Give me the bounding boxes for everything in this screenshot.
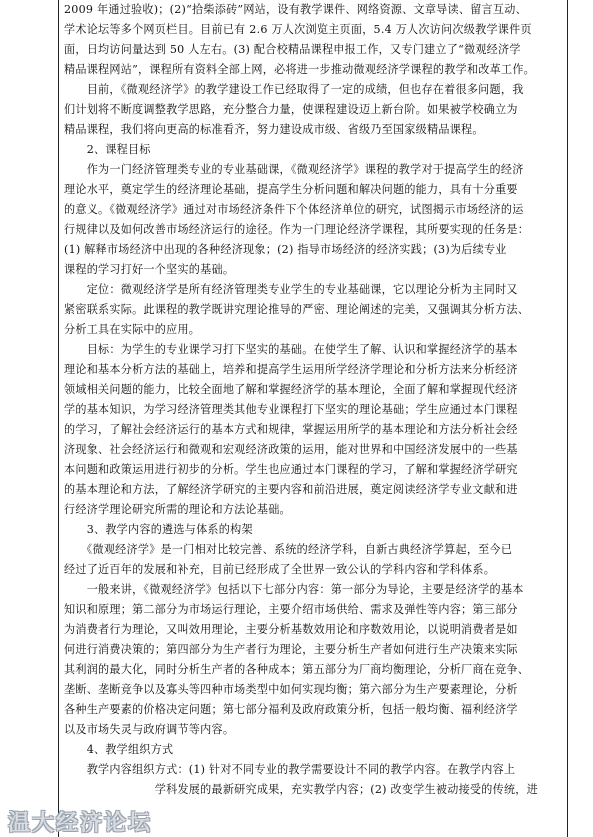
text-line: 学科发展的最新研究成果，充实教学内容；(2) 改变学生被动接受的传统，进	[64, 783, 538, 796]
text-line: 的意义。《微观经济学》通过对市场经济条件下个体经济单位的研究，试图揭示市场经济的运	[64, 203, 524, 216]
text-line: 《微观经济学》是一门相对比较完善、系统的经济学科，自新古典经济学算起，至今已	[64, 543, 513, 556]
text-line: 分析工具在实际中的应用。	[64, 323, 201, 336]
text-line: 教学内容组织方式：(1) 针对不同专业的教学需要设计不同的教学内容。在教学内容上	[64, 763, 516, 776]
text-line: 的基本理论和方法，了解经济学研究的主要内容和前沿进展，奠定阅读经济学专业文献和进	[64, 483, 518, 496]
text-line: 垄断、垄断竞争以及寡头等四种市场类型中如何实现均衡；第六部分为生产要素理论，分析	[64, 683, 518, 696]
document-body	[64, 0, 560, 800]
text-line: 精品课程网站”，课程所有资料全部上网，必将进一步推动微观经济学课程的教学和改革工作。	[64, 63, 536, 76]
text-line: 以及市场失灵与政府调节等内容。	[64, 723, 235, 736]
text-line: 为消费者行为理论，又叫效用理论，主要分析基数效用论和序数效用论，以说明消费者是如	[64, 623, 518, 636]
text-line: 学的基本知识，为学习经济管理类其他专业课程打下坚实的理论基础；学生应通过本门课程	[64, 403, 518, 416]
text-line: 领域相关问题的能力，比较全面地了解和掌握经济学的基本理论，全面了解和掌握现代经济	[64, 383, 518, 396]
text-line: 目标：为学生的专业课学习打下坚实的基础。在使学生了解、认识和掌握经济学的基本	[64, 343, 518, 356]
text-line: 4、教学组织方式	[64, 743, 174, 756]
text-line: 济现象、社会经济运行和微观和宏观经济政策的运用，能对世界和中国经济发展中的一些基	[64, 443, 518, 456]
text-line: 2009 年通过验收)；(2)“拾柴添砖”网站，设有教学课件、网络资源、文章导读、留言互动、	[64, 3, 527, 16]
text-line: 本问题和政策运用进行初步的分析。学生也应通过本门课程的学习，了解和掌握经济学研究	[64, 463, 518, 476]
text-line: 理论和基本分析方法的基础上，培养和提高学生运用所学经济学理论和分析方法来分析经济	[64, 363, 518, 376]
text-line: 理论水平，奠定学生的经济理论基础，提高学生分析问题和解决问题的能力，具有十分重要	[64, 183, 518, 196]
text-line: 经过了近百年的发展和补充，目前已经形成了全世界一致公认的学科内容和学科体系。	[64, 563, 496, 576]
text-line: 各种生产要素的价格决定问题；第七部分福利及政府政策分析，包括一般均衡、福利经济学	[64, 703, 518, 716]
text-line: 的学习，了解社会经济运行的基本方式和规律，掌握运用所学的基本理论和方法分析社会经	[64, 423, 518, 436]
text-line: 其利润的最大化，同时分析生产者的各种成本；第五部分为厂商均衡理论，分析厂商在竞争、	[64, 663, 530, 676]
text-line: 知识和原理；第二部分为市场运行理论，主要介绍市场供给、需求及弹性等内容；第三部分	[64, 603, 518, 616]
text-line: 行经济学理论研究所需的理论和方法论基础。	[64, 503, 291, 516]
text-line: 行规律以及如何改善市场经济运行的途径。作为一门理论经济学课程，其所要实现的任务是：	[64, 223, 530, 236]
text-line: 3、教学内容的遴选与体系的构架	[64, 523, 253, 536]
text-line: 精品课程，我们将向更高的标准看齐，努力建设成市级、省级乃至国家级精品课程。	[64, 123, 484, 136]
watermark-logo: 温大经济论坛	[8, 811, 153, 836]
text-line: 面，日均访问量达到 50 人左右。(3) 配合校精品课程申报工作，又专门建立了“微观经济学	[64, 43, 521, 56]
text-line: (1) 解释市场经济中出现的各种经济现象；(2) 指导市场经济的经济实践；(3)为后续专业	[64, 243, 507, 256]
text-line: 2、课程目标	[64, 143, 151, 156]
text-line: 紧密联系实际。此课程的教学既讲究理论推导的严密、理论阐述的完美，又强调其分析方法、	[64, 303, 530, 316]
text-line: 作为一门经济管理类专业的专业基础课，《微观经济学》课程的教学对于提高学生的经济	[64, 163, 524, 176]
text-line: 们计划将不断度调整教学思路，充分整合力量，使课程建设迈上新台阶。如果被学校确立为	[64, 103, 518, 116]
text-line: 课程的学习打好一个坚实的基础。	[64, 263, 235, 276]
text-line: 学术论坛等多个网页栏目。目前已有 2.6 万人次浏览主页面，5.4 万人次访问次级教学课件页	[64, 23, 532, 36]
text-line: 目前，《微观经济学》的教学建设工作已经取得了一定的成绩，但也存在着很多问题，我	[64, 83, 524, 96]
text-line: 定位：微观经济学是所有经济管理类专业学生的专业基础课，它以理论分析为主同时又	[64, 283, 518, 296]
text-line: 一般来讲，《微观经济学》包括以下七部分内容：第一部分为导论，主要是经济学的基本	[64, 583, 524, 596]
text-line: 何进行消费决策的；第四部分为生产者行为理论，主要分析生产者如何进行生产决策来实际	[64, 643, 518, 656]
